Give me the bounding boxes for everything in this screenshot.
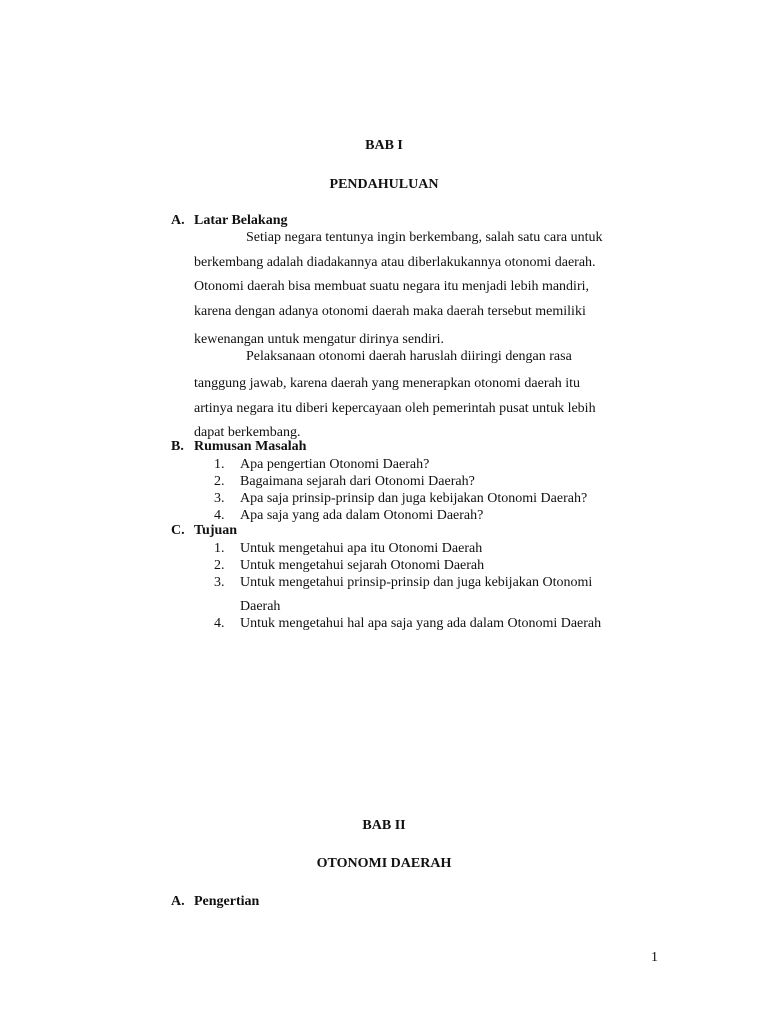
chapter-title: BAB II [362,818,406,833]
paragraph-line: berkembang adalah diadakannya atau diberlakukannya otonomi daerah. [194,254,596,270]
section-heading-pengertian [171,894,259,910]
paragraph-line: Otonomi daerah bisa membuat suatu negara itu menjadi lebih mandiri, [194,279,590,294]
list-item-continuation: Daerah [240,599,281,614]
section-letter: A. [171,213,185,228]
chapter-subtitle: PENDAHULUAN [329,177,439,192]
list-item: 1. Apa pengertian Otonomi Daerah? [214,457,430,472]
chapter-subtitle: OTONOMI DAERAH [316,856,452,871]
list-item: 2. Untuk mengetahui sejarah Otonomi Daerah [214,558,485,573]
section-letter: B. [171,439,184,454]
list-item: 2. Bagaimana sejarah dari Otonomi Daerah? [214,474,475,489]
paragraph-line: dapat berkembang. [194,425,301,440]
page-number: 1 [651,950,658,965]
list-item: 4. Apa saja yang ada dalam Otonomi Daerah? [214,508,484,523]
chapter-title: BAB I [365,138,403,153]
paragraph-line: Pelaksanaan otonomi daerah haruslah diiringi dengan rasa [246,349,572,364]
list-item: 3. Apa saja prinsip-prinsip dan juga kebijakan Otonomi Daerah? [214,491,588,506]
list-item: 3. Untuk mengetahui prinsip-prinsip dan juga kebijakan Otonomi [214,575,593,590]
goal-list [214,540,601,632]
paragraph-line: tanggung jawab, karena daerah yang menerapkan otonomi daerah itu [194,376,581,391]
paragraph-line: Setiap negara tentunya ingin berkembang, salah satu cara untuk [246,230,603,245]
background-paragraphs [194,226,603,446]
list-item: 4. Untuk mengetahui hal apa saja yang ada dalam Otonomi Daerah [214,616,602,631]
list-item: 1. Untuk mengetahui apa itu Otonomi Daerah [214,541,483,556]
section-title: Latar Belakang [194,213,288,228]
section-heading-tujuan [171,523,237,539]
problem-list [214,456,587,524]
section-letter: A. [171,894,185,909]
section-title: Rumusan Masalah [194,439,307,454]
paragraph-line: karena dengan adanya otonomi daerah maka daerah tersebut memiliki [194,303,586,319]
paragraph-line: kewenangan untuk mengatur dirinya sendiri. [194,332,444,347]
section-title: Tujuan [194,523,238,538]
section-letter: C. [171,523,185,538]
paragraph-line: artinya negara itu diberi kepercayaan oleh pemerintah pusat untuk lebih [194,400,596,416]
section-title: Pengertian [194,894,260,909]
section-heading-rumusan-masalah [171,439,306,455]
